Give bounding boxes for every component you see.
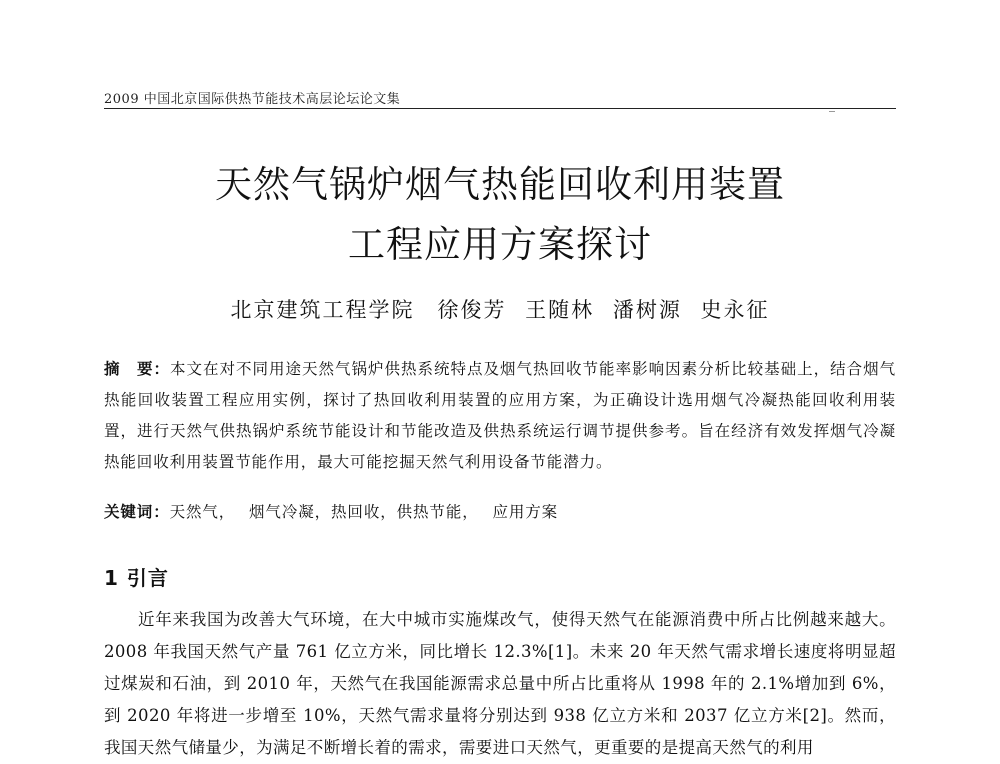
header-divider — [104, 108, 896, 109]
scan-mark — [829, 111, 835, 112]
section-heading-introduction: 1 引言 — [104, 566, 169, 590]
abstract-text: 本文在对不同用途天然气锅炉供热系统特点及烟气热回收节能率影响因素分析比较基础上，结合烟气热能回收装置工程应用实例，探讨了热回收利用装置的应用方案，为正确设计选用烟气冷凝热能回收利用装置，进行天然气供热锅炉系统节能设计和节能改造及供热系统运行调节提供参考。旨在经济有效发挥烟气冷凝热能回收利用装置节能作用，最大可能挖掘天然气利用设备节能潜力。 — [104, 360, 896, 471]
paper-title-line-2: 工程应用方案探讨 — [348, 223, 652, 266]
abstract-label: 摘 要： — [104, 360, 171, 378]
running-header: 2009 中国北京国际供热节能技术高层论坛论文集 — [104, 92, 401, 107]
introduction-body — [104, 604, 896, 764]
keywords-text: 天然气， 烟气冷凝，热回收，供热节能， 应用方案 — [169, 503, 559, 521]
paper-title-line-1: 天然气锅炉烟气热能回收利用装置 — [215, 163, 785, 206]
keywords-label: 关键词： — [104, 503, 170, 521]
author-line: 北京建筑工程学院 徐俊芳 王随林 潘树源 史永征 — [230, 298, 770, 322]
abstract — [104, 354, 896, 478]
introduction-paragraph: 近年来我国为改善大气环境，在大中城市实施煤改气，使得天然气在能源消费中所占比例越来越大。2008 年我国天然气产量 761 亿立方米，同比增长 12.3%[1]。未来 20 年天然气需求增长速度将明显超过煤炭和石油，到 2010 年，天然气在我国能源需求总量中所占比重将从 1998 年的 2.1%增加到 6%，到 2020 年将进一步增至 10%，天然气需求量将分别达到 938 亿立方米和 2037 亿立方米[2]。然而，我国天然气储量少，为满足不断增长着的需求，需要进口天然气，更重要的是提高天然气的利用 — [104, 610, 896, 757]
keywords — [104, 500, 896, 522]
